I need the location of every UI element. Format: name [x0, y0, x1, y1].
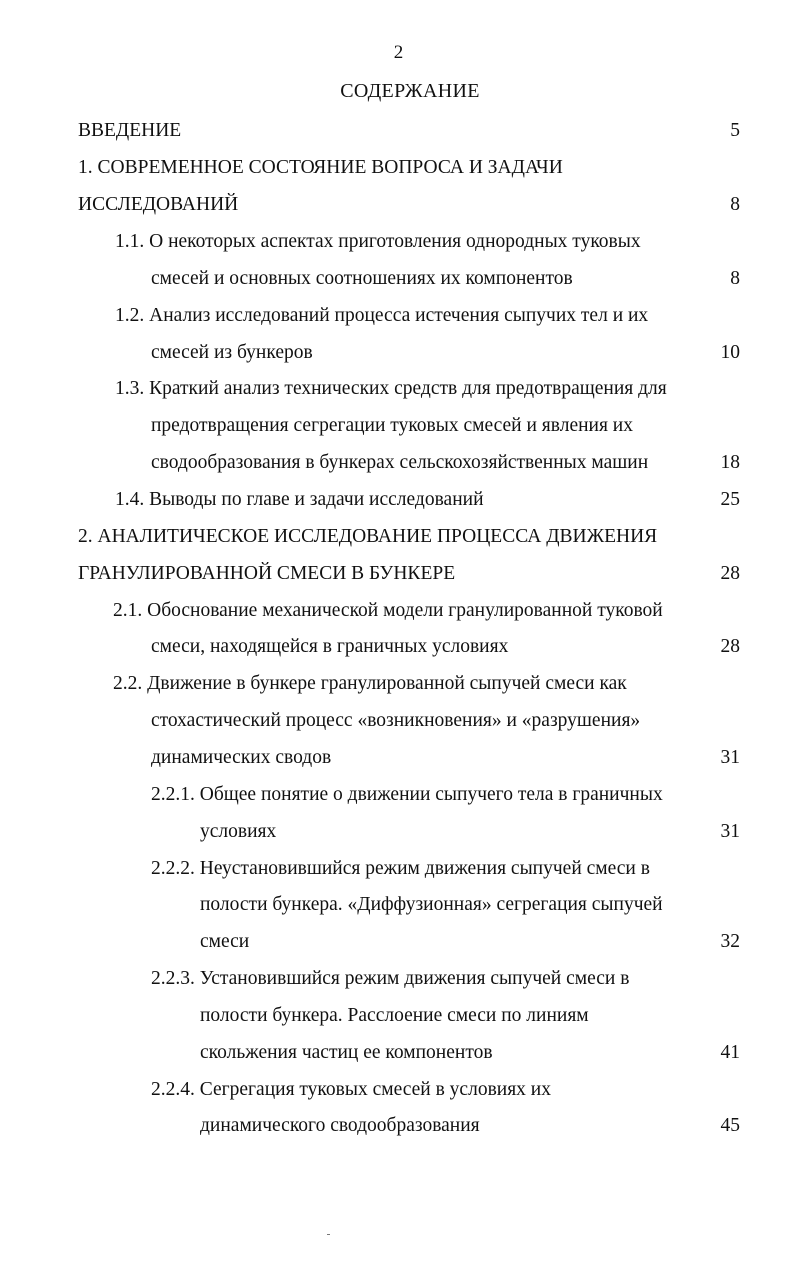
toc-page-number: 8 — [730, 194, 740, 215]
toc-entry-line: полости бункера. Расслоение смеси по линиям — [200, 1005, 589, 1026]
toc-entry-line: стохастический процесс «возникновения» и «разрушения» — [151, 710, 641, 731]
toc-entry-line: динамического сводообразования — [200, 1115, 480, 1136]
toc-entry-line: 1.1. О некоторых аспектах приготовления однородных туковых — [115, 231, 641, 252]
toc-page-number: 5 — [730, 120, 740, 141]
toc-entry-line: смесей из бункеров — [151, 342, 313, 363]
toc-page-number: 32 — [720, 931, 740, 952]
toc-page-number: 25 — [720, 489, 740, 510]
toc-entry-line: ИССЛЕДОВАНИЙ — [78, 194, 239, 215]
toc-entry-line: 2.2.1. Общее понятие о движении сыпучего тела в граничных — [151, 784, 663, 805]
page-number: 2 — [393, 42, 404, 63]
toc-entry-line: смесей и основных соотношениях их компонентов — [151, 268, 573, 289]
toc-entry-line: 1.4. Выводы по главе и задачи исследований — [115, 489, 484, 510]
toc-entry-line: 2.1. Обоснование механической модели гранулированной туковой — [113, 600, 663, 621]
toc-page-number: 41 — [720, 1042, 740, 1063]
toc-entry-line: 1.2. Анализ исследований процесса истечения сыпучих тел и их — [115, 305, 649, 326]
toc-entry-line: 2.2.4. Сегрегация туковых смесей в условиях их — [151, 1079, 551, 1100]
toc-page-number: 45 — [720, 1115, 740, 1136]
toc-page-number: 31 — [720, 821, 740, 842]
toc-page-number: 28 — [720, 636, 740, 657]
toc-entry-line: 1. СОВРЕМЕННОЕ СОСТОЯНИЕ ВОПРОСА И ЗАДАЧИ — [78, 157, 563, 178]
toc-entry-line: предотвращения сегрегации туковых смесей и явления их — [151, 415, 633, 436]
toc-page-number: 8 — [730, 268, 740, 289]
toc-entry-line: 2.2.3. Установившийся режим движения сыпучей смеси в — [151, 968, 630, 989]
toc-entry-line: 2.2. Движение в бункере гранулированной сыпучей смеси как — [113, 673, 627, 694]
toc-entry-line: смеси, находящейся в граничных условиях — [151, 636, 509, 657]
toc-entry-line: полости бункера. «Диффузионная» сегрегация сыпучей — [200, 894, 663, 915]
toc-entry-line: скольжения частиц ее компонентов — [200, 1042, 493, 1063]
toc-entry-line: условиях — [200, 821, 277, 842]
toc-entry-line: ГРАНУЛИРОВАННОЙ СМЕСИ В БУНКЕРЕ — [78, 563, 456, 584]
toc-page-number: 31 — [720, 747, 740, 768]
toc-entry-line: динамических сводов — [151, 747, 332, 768]
scan-speck — [327, 1234, 330, 1235]
toc-page-number: 10 — [720, 342, 740, 363]
toc-entry-line: сводообразования в бункерах сельскохозяйственных машин — [151, 452, 649, 473]
toc-entry-line: 1.3. Краткий анализ технических средств для предотвращения для — [115, 378, 667, 399]
toc-title: СОДЕРЖАНИЕ — [340, 80, 480, 102]
toc-page-number: 28 — [720, 563, 740, 584]
toc-entry-line: смеси — [200, 931, 250, 952]
toc-page-number: 18 — [720, 452, 740, 473]
toc-entry-line: ВВЕДЕНИЕ — [78, 120, 182, 141]
toc-entry-line: 2. АНАЛИТИЧЕСКОЕ ИССЛЕДОВАНИЕ ПРОЦЕССА ДВИЖЕНИЯ — [78, 526, 658, 547]
toc-entry-line: 2.2.2. Неустановившийся режим движения сыпучей смеси в — [151, 858, 650, 879]
